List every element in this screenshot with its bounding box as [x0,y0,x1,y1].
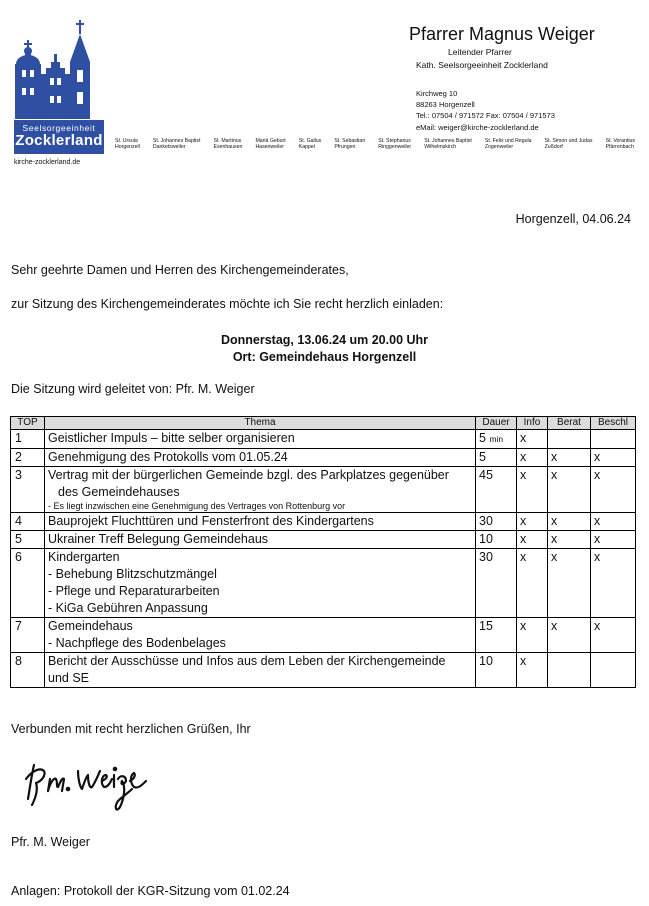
agenda-top: 6 [11,549,45,618]
parish-item [153,138,201,151]
agenda-decide-mark [591,653,636,688]
parish-item [115,138,140,151]
header-top: TOP [11,417,45,430]
agenda-info-mark: x [517,549,548,618]
agenda-topic [45,449,476,467]
agenda-advise-mark [548,653,591,688]
agenda-decide-mark: x [591,513,636,531]
parish-item [378,138,411,151]
agenda-advise-mark: x [548,531,591,549]
parish-item [606,138,635,151]
header-duration: Dauer [476,417,517,430]
parish-name: St. Stephanus [378,138,411,144]
address-city: 88263 Horgenzell [416,100,475,110]
parish-place: Horgenzell [115,144,140,151]
sender-role: Leitender Pfarrer [448,47,512,57]
agenda-top: 8 [11,653,45,688]
agenda-info-mark: x [517,449,548,467]
letter-closing: Verbunden mit recht herzlichen Grüßen, Ihr [11,722,251,736]
agenda-advise-mark [548,430,591,449]
logo-line1: Seelsorgeeinheit [22,123,96,133]
agenda-duration [476,449,517,467]
agenda-info-mark: x [517,430,548,449]
signer-name: Pfr. M. Weiger [11,835,90,849]
duration-value: 10 [479,532,493,546]
agenda-advise-mark: x [548,467,591,513]
agenda-advise-mark: x [548,618,591,653]
agenda-duration [476,467,517,513]
agenda-title: Ukrainer Treff Belegung Gemeindehaus [48,532,269,546]
agenda-duration [476,531,517,549]
parish-place: Pfrungen [334,144,356,151]
agenda-subitem: - KiGa Gebühren Anpassung [48,601,208,615]
address-phone: Tel.: 07504 / 971572 Fax: 07504 / 971573 [416,111,555,121]
agenda-title-continued: und SE [48,671,90,685]
parish-name: St. Johannes Baptist [152,138,201,144]
parish-place: Hasenweiler [255,144,284,151]
header-topic: Thema [45,417,476,430]
table-row [11,653,636,688]
parish-place: Kappel [298,144,315,151]
header-info: Info [517,417,548,430]
agenda-duration [476,618,517,653]
agenda-body [11,430,636,688]
table-row [11,531,636,549]
parish-item [424,138,472,151]
parish-item [545,138,593,151]
agenda-info-mark: x [517,618,548,653]
website-link[interactable]: kirche-zocklerland.de [14,159,81,166]
logo-wordmark [14,120,104,154]
agenda-decide-mark [591,430,636,449]
parish-item [334,138,365,151]
agenda-decide-mark: x [591,467,636,513]
agenda-duration [476,430,517,449]
table-row [11,549,636,618]
agenda-advise-mark: x [548,549,591,618]
sender-address [416,88,555,133]
sender-unit: Kath. Seelsorgeeinheit Zocklerland [416,60,548,70]
agenda-title: Genehmigung des Protokolls vom 01.05.24 [48,450,288,464]
parish-place: Zogenweiler [484,144,514,151]
agenda-title: Gemeindehaus [48,619,133,633]
agenda-decide-mark: x [591,449,636,467]
meeting-place: Ort: Gemeindehaus Horgenzell [232,350,417,364]
agenda-header-row [11,417,636,430]
parish-name: Mariä Geburt [255,138,286,144]
parish-place: Wilhelmskirch [424,144,457,151]
parish-place: Danketsweiler [152,144,186,151]
agenda-duration [476,549,517,618]
agenda-info-mark: x [517,531,548,549]
agenda-top: 1 [11,430,45,449]
agenda-note: - Es liegt inzwischen eine Genehmigung des Vertrages von Rottenburg vor [48,501,346,511]
agenda-topic [45,531,476,549]
address-street: Kirchweg 10 [416,89,458,98]
agenda-top: 3 [11,467,45,513]
agenda-subitem: - Behebung Blitzschutzmängel [48,567,217,581]
agenda-info-mark: x [517,513,548,531]
agenda-subitem: - Nachpflege des Bodenbelages [48,636,226,650]
header-advise: Berat [548,417,591,430]
table-row [11,513,636,531]
parish-item [485,138,532,151]
agenda-topic [45,653,476,688]
duration-unit: min [489,434,504,444]
parish-place: Ringgenweiler [378,144,412,151]
parish-place: Pfärrenbach [605,144,634,151]
parish-place: Zußdorf [544,144,563,151]
meeting-chair: Die Sitzung wird geleitet von: Pfr. M. Weiger [11,382,255,396]
agenda-top: 7 [11,618,45,653]
agenda-title: Kindergarten [48,550,120,564]
parish-name: St. Sebastian [334,138,366,144]
parish-list [115,138,635,151]
agenda-topic [45,618,476,653]
agenda-decide-mark: x [591,618,636,653]
agenda-info-mark: x [517,653,548,688]
agenda-info-mark: x [517,467,548,513]
table-row [11,430,636,449]
letter-greeting: Sehr geehrte Damen und Herren des Kirchengemeinderates, [11,263,349,277]
agenda-duration [476,653,517,688]
meeting-date: Donnerstag, 13.06.24 um 20.00 Uhr [220,333,429,347]
sender-name: Pfarrer Magnus Weiger [409,24,595,44]
agenda-title: Bauprojekt Fluchttüren und Fensterfront des Kindergartens [48,514,374,528]
agenda-topic [45,430,476,449]
duration-value: 5 [479,450,486,464]
agenda-title: Vertrag mit der bürgerlichen Gemeinde bzgl. des Parkplatzes gegenüber [48,468,449,482]
agenda-topic [45,467,476,513]
agenda-decide-mark: x [591,531,636,549]
agenda-subitem: - Pflege und Reparaturarbeiten [48,584,220,598]
agenda-top: 4 [11,513,45,531]
parish-name: St. Felix und Regula [484,138,532,144]
agenda-table [10,416,636,688]
duration-value: 15 [479,619,493,633]
parish-item [299,138,322,151]
duration-value: 30 [479,550,493,564]
parish-item [214,138,243,151]
agenda-top: 5 [11,531,45,549]
agenda-top: 2 [11,449,45,467]
agenda-duration [476,513,517,531]
letter-invitation: zur Sitzung des Kirchengemeinderates möchte ich Sie recht herzlich einladen: [11,297,444,311]
agenda-title: Geistlicher Impuls – bitte selber organisieren [48,431,295,445]
table-row [11,467,636,513]
header-decide: Beschl [591,417,636,430]
agenda-advise-mark: x [548,449,591,467]
duration-value: 30 [479,514,493,528]
parish-item [255,138,285,151]
parish-name: St. Gallus [298,138,322,144]
attachments-note: Anlagen: Protokoll der KGR-Sitzung vom 01.02.24 [11,884,290,898]
agenda-topic [45,513,476,531]
agenda-decide-mark: x [591,549,636,618]
agenda-title-continued: des Gemeindehauses [58,485,180,499]
meeting-details [0,332,649,366]
parish-name: St. Martinus [213,138,242,144]
address-email[interactable]: eMail: weiger@kirche-zocklerland.de [416,122,539,132]
parish-name: St. Johannes Baptist [424,138,472,144]
agenda-title: Bericht der Ausschüsse und Infos aus dem Leben der Kirchengemeinde [48,654,446,668]
duration-value: 10 [479,654,493,668]
parish-name: St. Verantius [605,138,635,144]
agenda-topic [45,549,476,618]
agenda-advise-mark: x [548,513,591,531]
duration-value: 45 [479,468,493,482]
duration-value: 5 [479,431,486,445]
parish-name: St. Simon und Judas [544,138,593,144]
table-row [11,618,636,653]
handwritten-signature [22,757,152,817]
parish-name: St. Ursula [115,138,138,144]
table-row [11,449,636,467]
letter-date: Horgenzell, 04.06.24 [515,212,631,226]
logo-line2: Zocklerland [15,132,103,149]
parish-place: Esenhausen [213,144,243,151]
